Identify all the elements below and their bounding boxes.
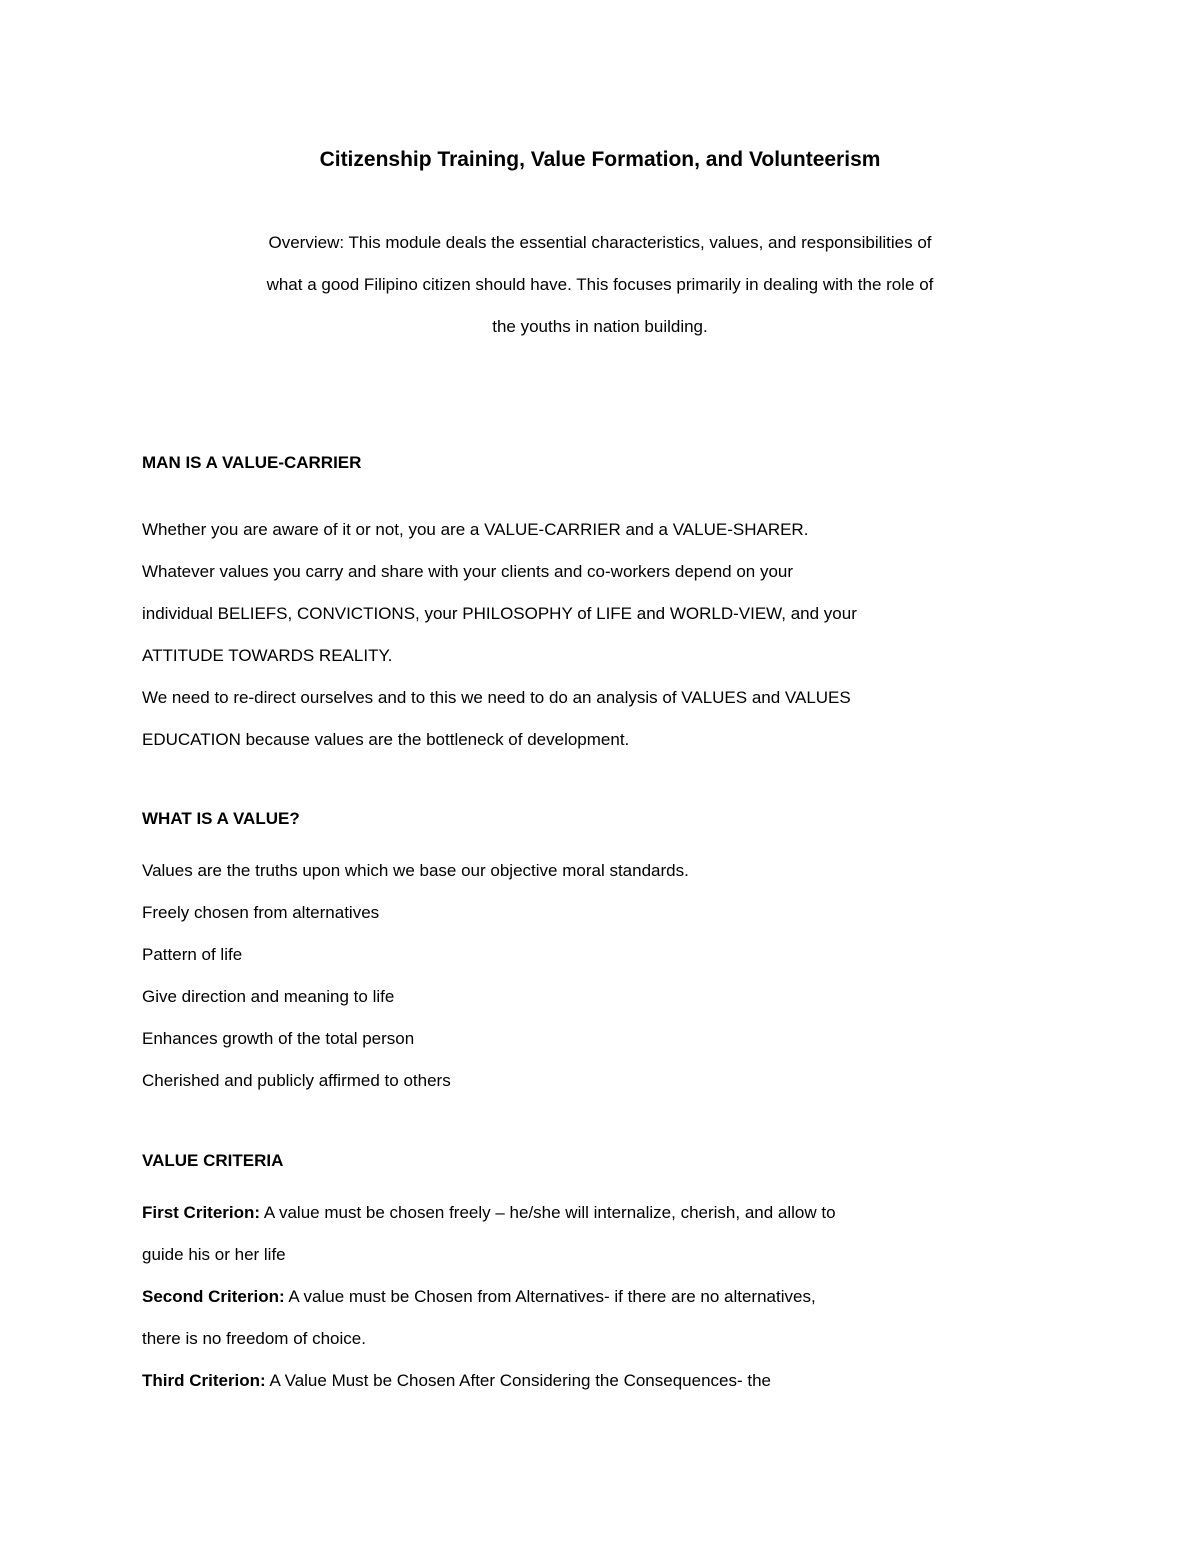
document-title: Citizenship Training, Value Formation, and Volunteerism [319,148,881,171]
list-item: Give direction and meaning to life [142,987,395,1006]
criterion-label: Third Criterion: [142,1371,266,1390]
criterion-continuation: guide his or her life [142,1245,286,1264]
criterion-label: First Criterion: [142,1203,261,1222]
criterion-continuation: there is no freedom of choice. [142,1329,366,1348]
overview-line: the youths in nation building. [492,317,708,336]
paragraph-line: individual BELIEFS, CONVICTIONS, your PHILOSOPHY of LIFE and WORLD-VIEW, and your [142,604,857,623]
section-heading-value-criteria: VALUE CRITERIA [142,1151,284,1170]
criterion-label: Second Criterion: [142,1287,285,1306]
overview-line: what a good Filipino citizen should have. This focuses primarily in dealing with the role of [266,275,934,294]
list-item: Pattern of life [142,945,243,964]
overview-line: Overview: This module deals the essential characteristics, values, and responsibilities of [268,233,932,252]
paragraph-line: ATTITUDE TOWARDS REALITY. [142,646,393,665]
list-item: Freely chosen from alternatives [142,903,380,922]
list-item: Cherished and publicly affirmed to others [142,1071,451,1090]
criterion-second [142,1284,816,1310]
overview-paragraph [200,222,1000,348]
paragraph-line: Whether you are aware of it or not, you are a VALUE-CARRIER and a VALUE-SHARER. [142,520,809,539]
paragraph-line: We need to re-direct ourselves and to this we need to do an analysis of VALUES and VALUES [142,688,851,707]
paragraph-line: Whatever values you carry and share with your clients and co-workers depend on your [142,562,794,581]
list-item: Enhances growth of the total person [142,1029,415,1048]
list-item: Values are the truths upon which we base our objective moral standards. [142,861,689,880]
criterion-first [142,1200,836,1226]
criterion-text: A value must be Chosen from Alternatives- if there are no alternatives, [284,1287,816,1306]
criterion-text: A Value Must be Chosen After Considering the Consequences- the [265,1371,771,1390]
paragraph-line: EDUCATION because values are the bottleneck of development. [142,730,630,749]
section-heading-what-is-value: WHAT IS A VALUE? [142,809,300,828]
criterion-text: A value must be chosen freely – he/she will internalize, cherish, and allow to [260,1203,836,1222]
criterion-third [142,1368,771,1394]
section-heading-value-carrier: MAN IS A VALUE-CARRIER [142,453,362,472]
